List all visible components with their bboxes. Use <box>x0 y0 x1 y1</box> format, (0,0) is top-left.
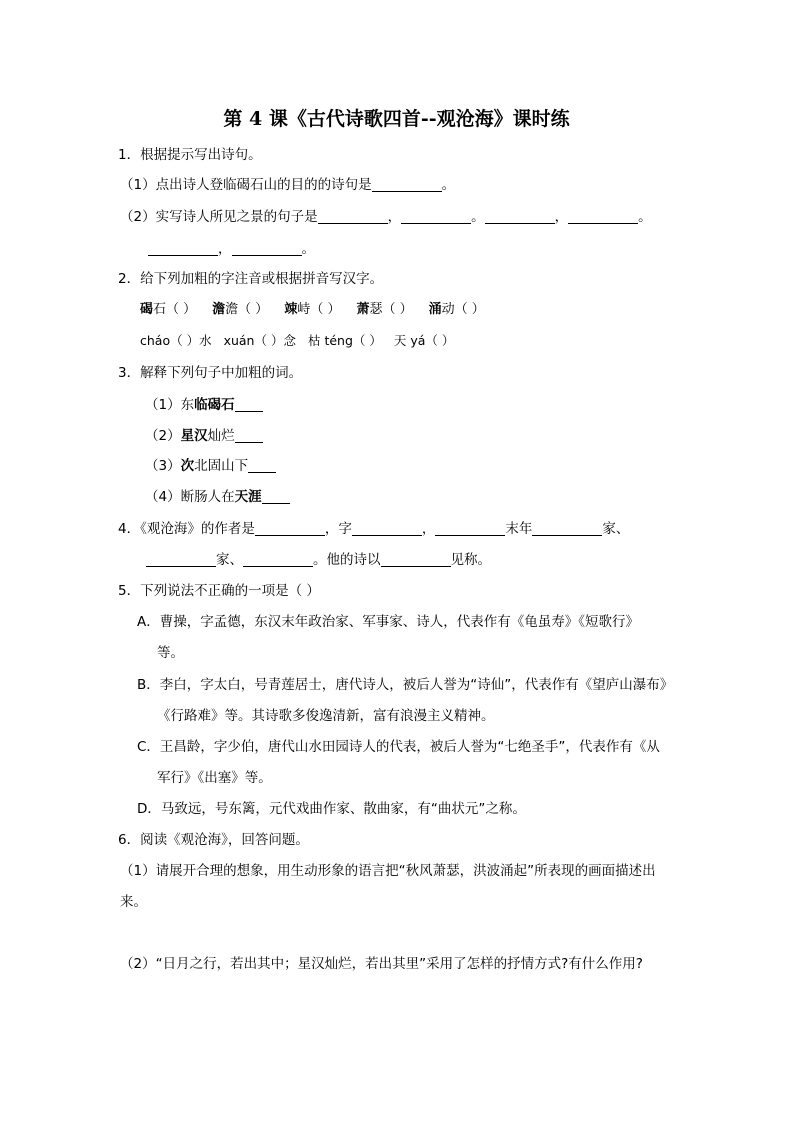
answer-blank[interactable] <box>248 457 276 473</box>
q2-row1 <box>140 301 485 319</box>
punct: 。 <box>301 241 315 257</box>
q2-row2 <box>140 332 454 350</box>
answer-blank[interactable] <box>401 208 471 224</box>
q5-option-b-cont: 《行路难》等。其诗歌多俊逸清新，富有浪漫主义精神。 <box>157 708 495 724</box>
answer-blank[interactable] <box>235 427 263 443</box>
answer-blank[interactable] <box>485 208 555 224</box>
answer-blank[interactable] <box>372 176 442 192</box>
q5-option-c-cont: 军行》《出塞》等。 <box>157 770 272 786</box>
answer-blank[interactable] <box>318 208 388 224</box>
q6-sub1-cont: 来。 <box>120 894 147 910</box>
answer-blank[interactable] <box>532 520 602 536</box>
pinyin-item: xuán（ ）念 <box>223 333 296 348</box>
q1-sub2 <box>120 208 652 226</box>
pinyin-item: 天 yá（ ） <box>393 333 455 348</box>
punct: ， <box>387 209 402 225</box>
q4-line2: 家、 。他的诗以 见称。 <box>146 551 491 569</box>
pinyin-item: 萧瑟（ ） <box>356 302 413 317</box>
punct: 。 <box>638 209 652 225</box>
q5-option-c[interactable]: C．王昌龄，字少伯，唐代山水田园诗人的代表，被后人誉为“七绝圣手”，代表作有《从 <box>137 739 660 755</box>
q1-stem: 1．根据提示写出诗句。 <box>118 147 262 163</box>
answer-blank[interactable] <box>235 396 263 412</box>
q3-stem: 3．解释下列句子中加粗的词。 <box>118 365 303 381</box>
q6-sub2: （2）“日月之行，若出其中；星汉灿烂，若出其里”采用了怎样的抒情方式?有什么作用? <box>120 956 643 972</box>
q1-sub2-cont <box>148 240 315 258</box>
q3-item: （1）东临碣石 <box>145 396 263 414</box>
pinyin-item: 澹澹（ ） <box>212 302 269 317</box>
q6-stem: 6．阅读《观沧海》，回答问题。 <box>118 832 309 848</box>
q1-sub1 <box>120 176 455 194</box>
punct: 。 <box>471 209 485 225</box>
q5-stem: 5．下列说法不正确的一项是（ ） <box>118 583 320 599</box>
answer-blank[interactable] <box>146 551 216 567</box>
q5-option-b[interactable]: B．李白，字太白，号青莲居士，唐代诗人，被后人誉为“诗仙”，代表作有《望庐山瀑布》 <box>137 677 674 693</box>
q3-item: （4）断肠人在天涯 <box>145 488 290 506</box>
answer-blank[interactable] <box>232 240 302 256</box>
punct: ， <box>218 241 232 257</box>
punct: ， <box>554 209 569 225</box>
answer-blank[interactable] <box>381 551 451 567</box>
answer-blank[interactable] <box>352 520 422 536</box>
q3-item: （2）星汉灿烂 <box>145 427 263 445</box>
punct: 。 <box>441 177 456 193</box>
q2-stem: 2．给下列加粗的字注音或根据拼音写汉字。 <box>118 271 384 287</box>
answer-blank[interactable] <box>148 240 218 256</box>
answer-blank[interactable] <box>262 488 290 504</box>
answer-blank[interactable] <box>435 520 505 536</box>
answer-blank[interactable] <box>568 208 638 224</box>
page-title: 第 4 课《古代诗歌四首--观沧海》课时练 <box>223 108 570 130</box>
q6-sub1: （1）请展开合理的想象，用生动形象的语言把“秋风萧瑟，洪波涌起”所表现的画面描述出 <box>120 863 656 879</box>
q1-sub2-text: （2）实写诗人所见之景的句子是 <box>120 209 318 225</box>
answer-blank[interactable] <box>255 520 325 536</box>
q5-option-d[interactable]: D．马致远，号东篱，元代戏曲作家、散曲家，有“曲状元”之称。 <box>137 801 526 817</box>
pinyin-item: 碣石（ ） <box>140 302 197 317</box>
pinyin-item: 竦峙（ ） <box>284 302 341 317</box>
q4-line1: 4．《观沧海》的作者是 ，字 ， 末年 家、 <box>118 521 630 537</box>
q1-sub1-text: （1）点出诗人登临碣石山的目的的诗句是 <box>120 177 372 193</box>
q5-option-a-cont: 等。 <box>157 645 184 661</box>
q5-option-a[interactable]: A．曹操，字孟德，东汉末年政治家、军事家、诗人，代表作有《龟虽寿》《短歌行》 <box>137 614 639 630</box>
pinyin-item: 枯 téng（ ） <box>307 333 382 348</box>
pinyin-item: cháo（ ）水 <box>140 333 212 348</box>
q3-item: （3）次北固山下 <box>145 457 276 475</box>
pinyin-item: 涌动（ ） <box>428 302 485 317</box>
answer-blank[interactable] <box>243 551 313 567</box>
